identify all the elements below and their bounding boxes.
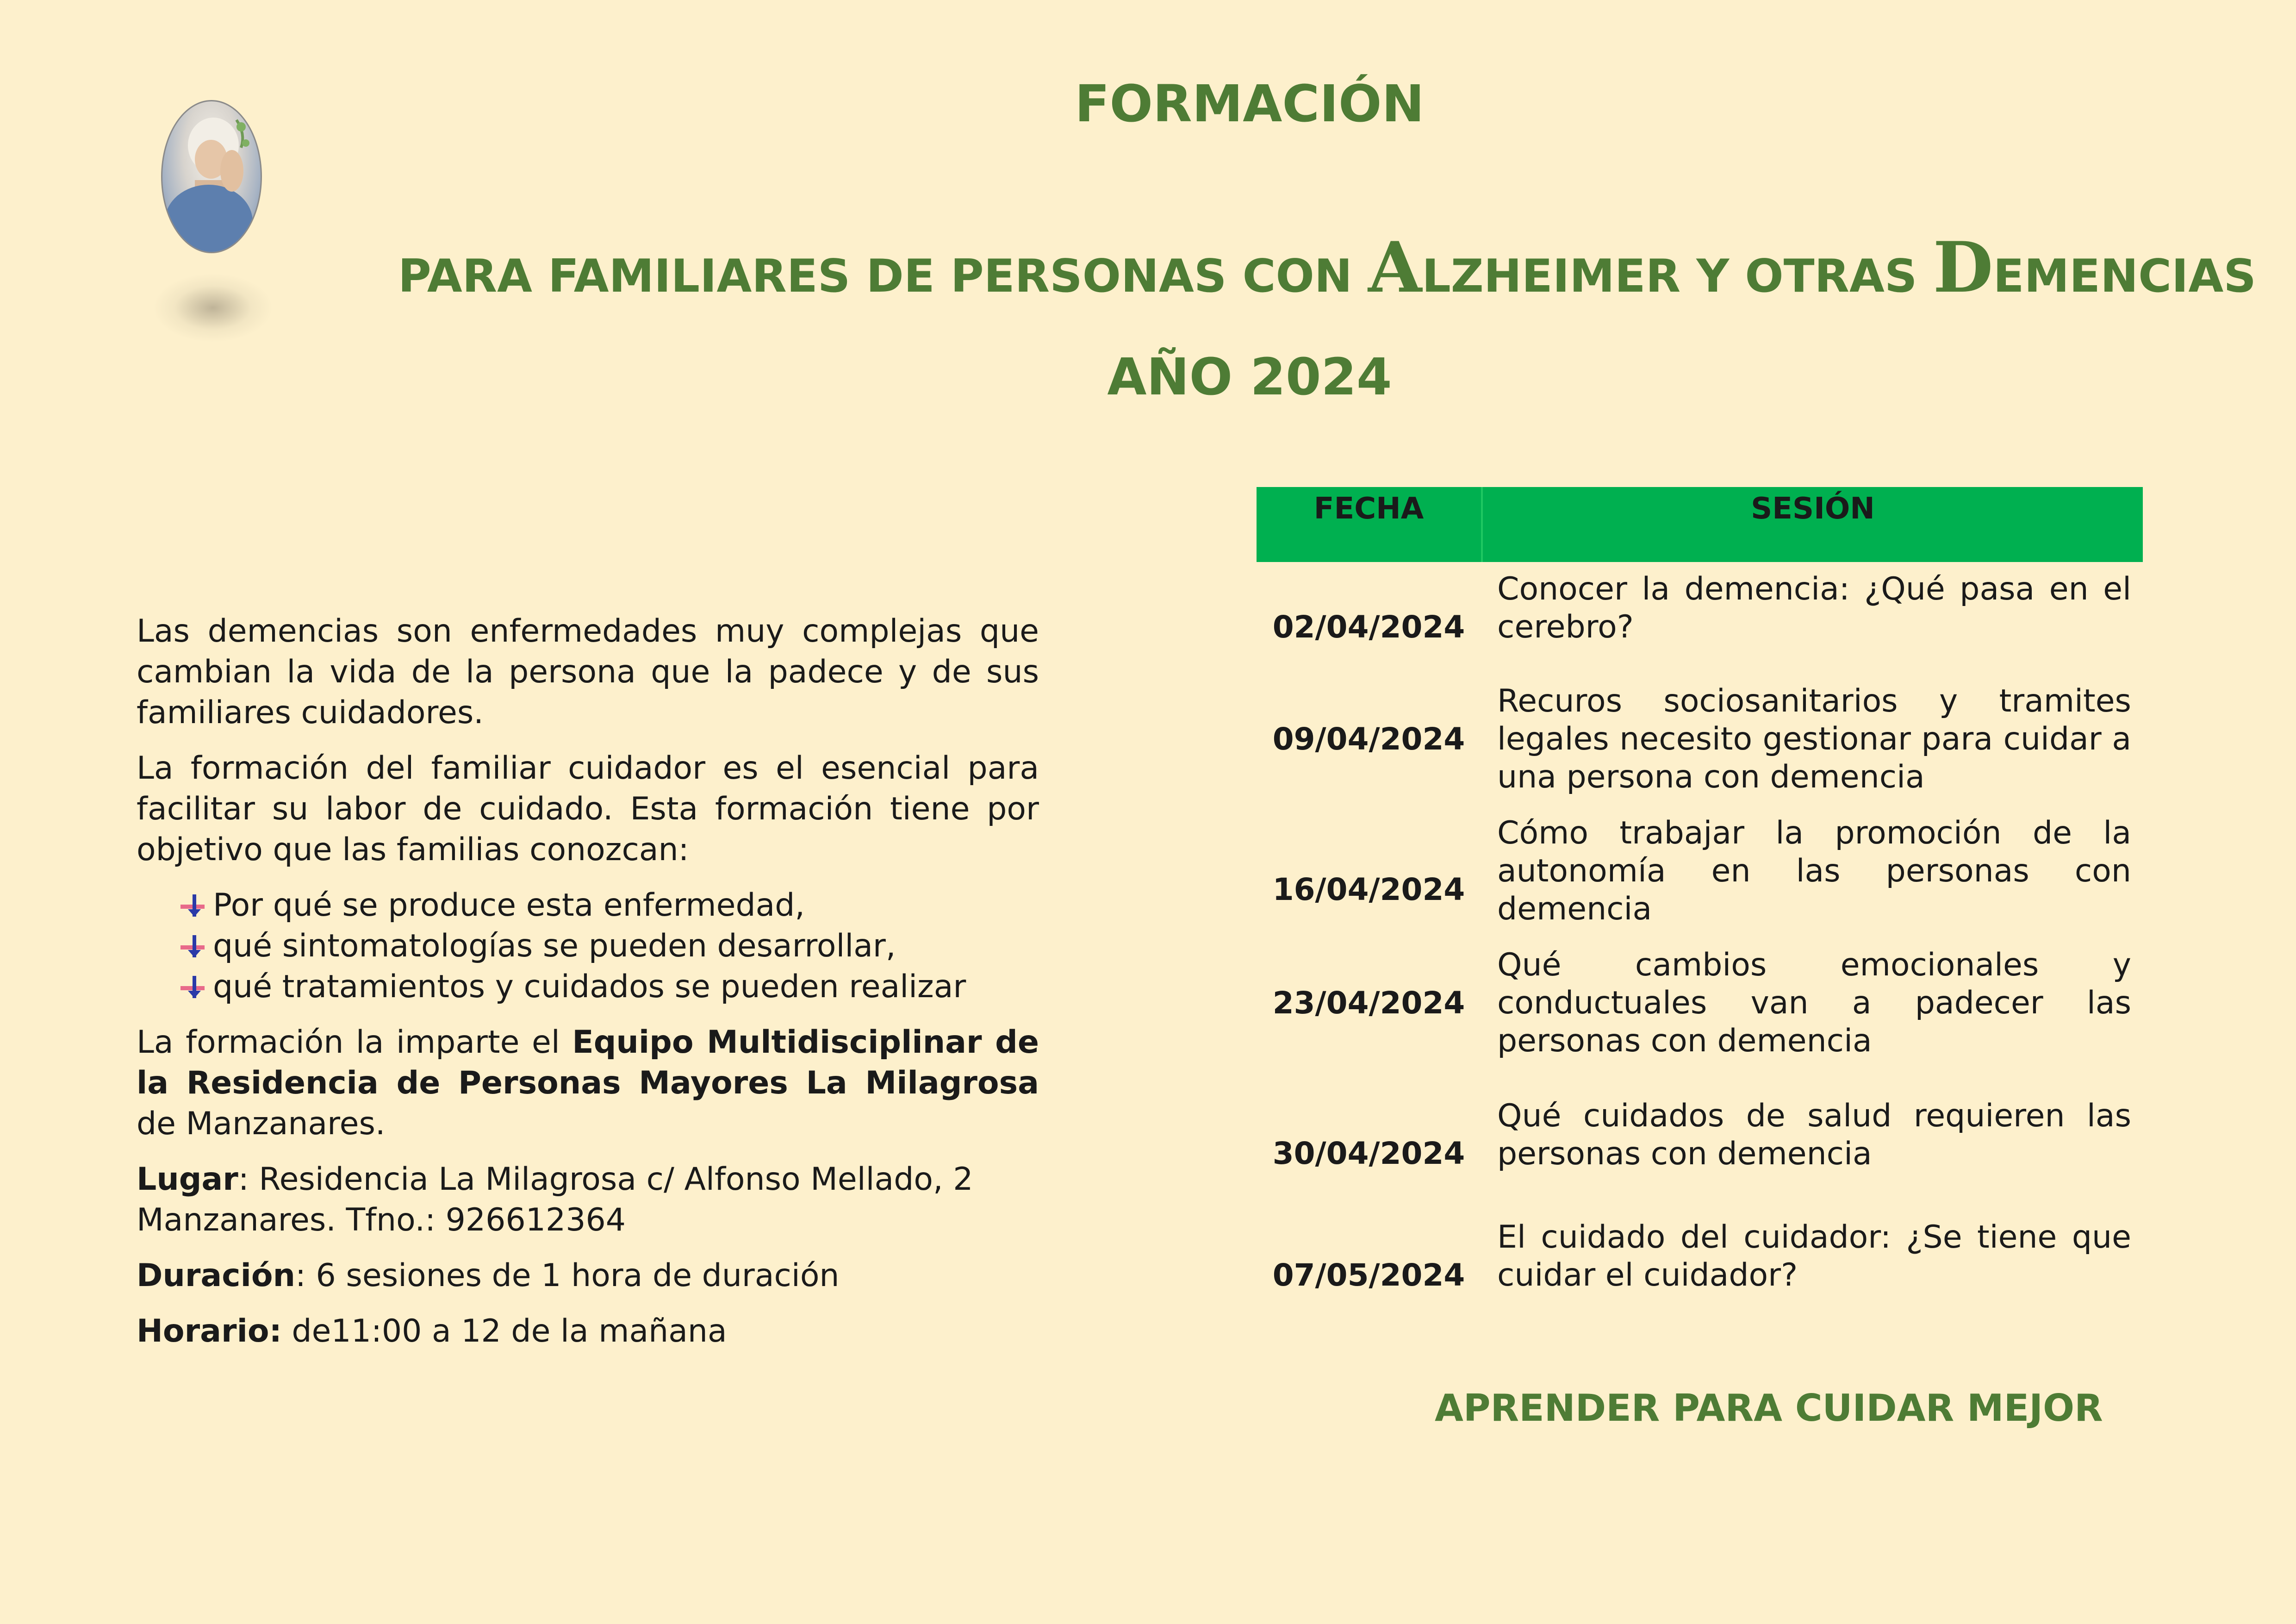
table-row: 16/04/2024 Cómo trabajar la promoción de la autonomía en las personas con demencia [1272,814,2131,927]
table-row: 30/04/2024 Qué cuidados de salud requieren las personas con demencia [1272,1097,2131,1172]
table-header [1257,487,2143,562]
intro-paragraph-2: La formación del familiar cuidador es el esencial para facilitar su labor de cuidado. Esta formación tiene por objetivo que las familias conozcan: [137,750,1039,868]
list-item: qué sintomatologías se pueden desarrollar, [180,926,1039,967]
big-initial-a: A [1368,227,1422,308]
intro-paragraph-1: Las demencias son enfermedades muy complejas que cambian la vida de la persona que la padece y de sus familiares cuidadores. [137,613,1039,731]
sessions-table [1257,487,2143,1312]
list-item: Por qué se produce esta enfermedad, [180,885,1039,926]
elderly-person-photo [161,100,262,253]
table-row: 02/04/2024 Conocer la demencia: ¿Qué pasa en el cerebro? [1272,571,2131,645]
intro-paragraph-3: La formación la imparte el Equipo Multidisciplinar de la Residencia de Personas Mayores La Milagrosa de Manzanares. [137,1024,1039,1142]
arrow-bullet-icon [180,893,208,918]
location-info: Lugar: Residencia La Milagrosa c/ Alfonso Mellado, 2 Manzanares. Tfno.: 926612364 [137,1161,973,1238]
portrait-illustration [162,101,261,252]
table-row: 23/04/2024 Qué cambios emocionales y conductuales van a padecer las personas con demencia [1272,946,2131,1059]
page-title: FORMACIÓN [1075,74,1425,133]
table-row: 07/05/2024 El cuidado del cuidador: ¿Se tiene que cuidar el cuidador? [1272,1219,2131,1293]
slogan: APRENDER PARA CUIDAR MEJOR [1435,1387,2103,1430]
photo-shadow [153,273,273,343]
arrow-bullet-icon [180,975,208,999]
page-subtitle: PARA FAMILIARES DE PERSONAS CON ALZHEIMER Y OTRAS DEMENCIAS [398,227,2256,308]
objectives-list [137,885,1039,1007]
intro-text [137,611,1039,1367]
arrow-bullet-icon [180,934,208,958]
year-title: AÑO 2024 [1107,347,1392,406]
big-initial-d: D [1933,227,1993,308]
duration-info: Duración: 6 sesiones de 1 hora de duración [137,1257,840,1294]
header-date: FECHA [1257,487,1483,562]
header-session: SESIÓN [1751,492,1875,526]
schedule-info: Horario: de11:00 a 12 de la mañana [137,1313,727,1349]
table-row: 09/04/2024 Recuros sociosanitarios y tramites legales necesito gestionar para cuidar a una persona con demencia [1272,682,2131,795]
list-item: qué tratamientos y cuidados se pueden realizar [180,967,1039,1007]
